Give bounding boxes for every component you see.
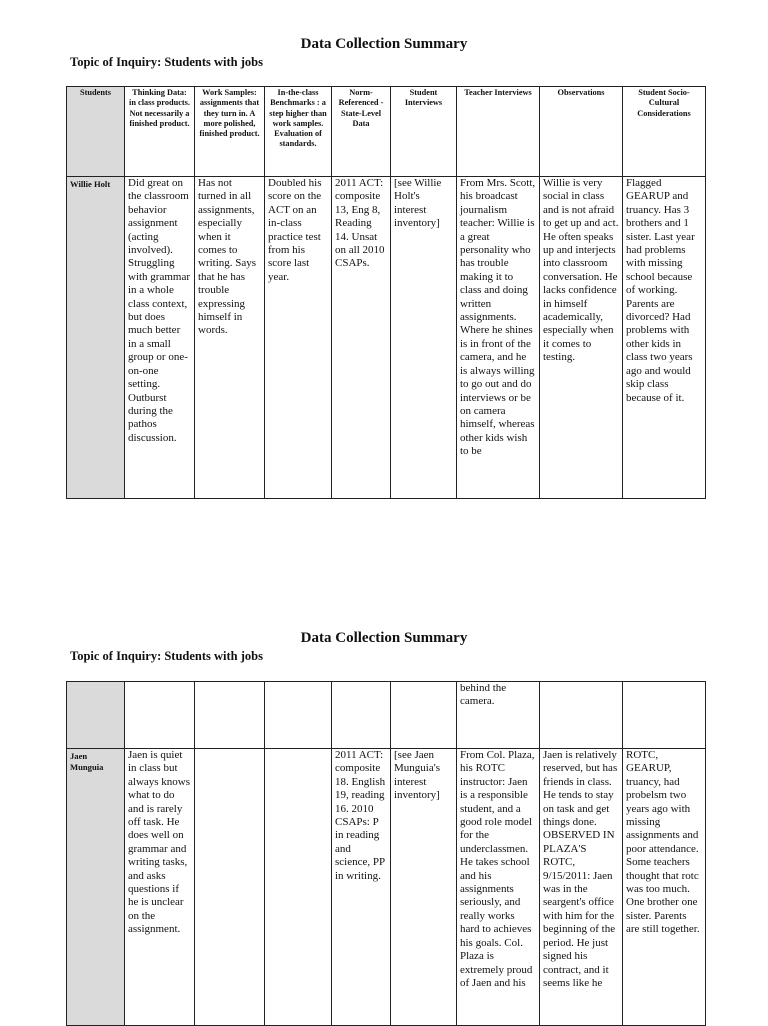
table-row [67, 749, 706, 1026]
header-students: Students [67, 87, 125, 177]
header-thinking-data: Thinking Data: in class products. Not necessarily a finished product. [125, 87, 195, 177]
socio-cultural-cell: Flagged GEARUP and truancy. Has 3 brothers and 1 sister. Last year had problems with missing school because of working. Parents are divorced? Had problems with other kids in class two years ago and would skip class because of it. [623, 177, 706, 499]
page-title: Data Collection Summary [300, 630, 468, 646]
header-norm-referenced: Norm-Referenced - State-Level Data [332, 87, 391, 177]
teacher-interviews-continuation: behind the camera. [457, 682, 540, 749]
header-socio-cultural: Student Socio-Cultural Considerations [623, 87, 706, 177]
norm-referenced-cell: 2011 ACT: composite 18. English 19, reading 16. 2010 CSAPs: P in reading and science, PP in writing. [332, 749, 391, 1026]
topic-of-inquiry: Topic of Inquiry: Students with jobs [70, 649, 263, 663]
thinking-data-cell: Jaen is quiet in class but always knows what to do and is rarely off task. He does well on grammar and writing tasks, and asks questions if he is unclear on the assignment. [125, 749, 195, 1026]
header-benchmarks: In-the-class Benchmarks : a step higher than work samples. Evaluation of standards. [265, 87, 332, 177]
continuation-row [67, 682, 706, 749]
header-work-samples: Work Samples: assignments that they turn in. A more polished, finished product. [195, 87, 265, 177]
norm-referenced-cell: 2011 ACT: composite 13, Eng 8, Reading 14. Unsat on all 2010 CSAPs. [332, 177, 391, 499]
student-name: Jaen Munguia [67, 749, 125, 1026]
page-title: Data Collection Summary [300, 36, 468, 52]
socio-cultural-cell: ROTC, GEARUP, truancy, had probelsm two years ago with missing assignments and poor attendance. Some teachers thought that rotc was too much. One brother one sister. Parents are still together. [623, 749, 706, 1026]
table-row [67, 177, 706, 499]
data-summary-table [66, 86, 706, 499]
student-interviews-cell: [see Jaen Munguia's interest inventory] [391, 749, 457, 1026]
topic-of-inquiry: Topic of Inquiry: Students with jobs [70, 55, 263, 69]
teacher-interviews-cell: From Col. Plaza, his ROTC instructor: Jaen is a responsible student, and a good role model for the underclassmen. He takes school and his assignments seriously, and really works hard to achieves his goals. Col. Plaza is extremely proud of Jaen and his [457, 749, 540, 1026]
work-samples-cell [195, 749, 265, 1026]
continuation-students-cell [67, 682, 125, 749]
student-name: Willie Holt [67, 177, 125, 499]
header-student-interviews: Student Interviews [391, 87, 457, 177]
teacher-interviews-cell: From Mrs. Scott, his broadcast journalism teacher: Willie is a great personality who has trouble making it to class and doing written assignments. Where he shines is in front of the camera, and he is always willing to go out and do interviews or be on camera himself, whereas other kids wish to be [457, 177, 540, 499]
observations-cell: Jaen is relatively reserved, but has friends in class. He tends to stay on task and get things done. OBSERVED IN PLAZA'S ROTC, 9/15/2011: Jaen was in the seargent's office with him for the beginning of the period. He just signed his contract, and it seems like he [540, 749, 623, 1026]
header-teacher-interviews: Teacher Interviews [457, 87, 540, 177]
benchmarks-cell [265, 749, 332, 1026]
observations-cell: Willie is very social in class and is not afraid to get up and act. He often speaks up and interjects into classroom conversation. He lacks confidence in himself academically, especially when it comes to testing. [540, 177, 623, 499]
student-interviews-cell: [see Willie Holt's interest inventory] [391, 177, 457, 499]
benchmarks-cell: Doubled his score on the ACT on an in-class practice test from his score last year. [265, 177, 332, 499]
header-observations: Observations [540, 87, 623, 177]
work-samples-cell: Has not turned in all assignments, especially when it comes to writing. Says that he has trouble expressing himself in words. [195, 177, 265, 499]
data-summary-table [66, 681, 706, 1026]
header-row [67, 87, 706, 177]
thinking-data-cell: Did great on the classroom behavior assignment (acting involved). Struggling with grammar in a whole class context, but does much better in a small group or one-on-one setting. Outburst during the pathos discussion. [125, 177, 195, 499]
